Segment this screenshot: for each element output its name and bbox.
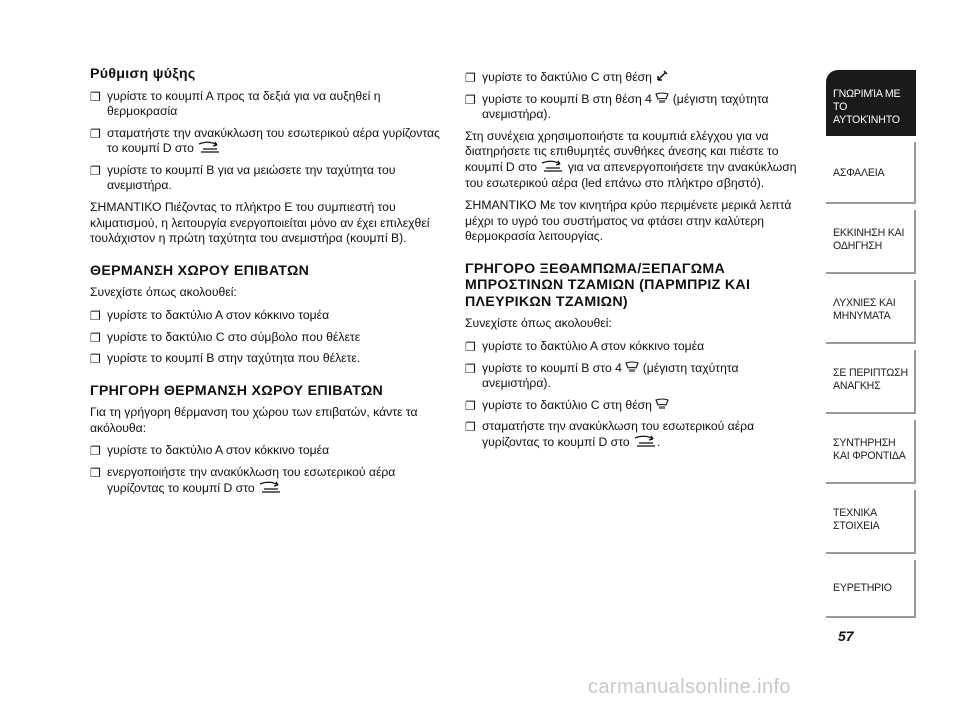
section-title-quick-heating: ΓΡΗΓΟΡΗ ΘΕΡΜΑΝΣΗ ΧΩΡΟΥ ΕΠΙΒΑΤΩΝ (90, 382, 384, 399)
important-note: ΣΗΜΑΝΤΙΚΟ Με τον κινητήρα κρύο περιμένετε μερικά λεπτά μέχρι το υγρό του συστήματος να φτάσει στην καλύτερη θερμοκρασία λειτουργίας. (465, 198, 792, 244)
recirculation-icon (258, 481, 282, 493)
page-number: 57 (838, 628, 854, 644)
list-item: ❐ γυρίστε το δακτύλιο C στο σύμβολο που θέλετε (90, 329, 361, 345)
tab-safety[interactable]: ΑΣΦΑΛΕΙΑ (826, 142, 916, 204)
paragraph-text: για να απενεργοποιήσετε την ανακύκλωση του εσωτερικού αέρα (led επάνω στο πλήκτρο σβηστό). (465, 159, 797, 190)
tab-emergency[interactable]: ΣΕ ΠΕΡΙΠΤΩΣΗ ΑΝΑΓΚΗΣ (826, 350, 916, 414)
recirculation-icon (540, 160, 564, 172)
checkbox-bullet-icon: ❐ (465, 398, 476, 413)
checkbox-bullet-icon: ❐ (90, 352, 101, 367)
tab-lights-messages[interactable]: ΛΥΧΝΙΕΣ ΚΑΙ ΜΗΝΥΜΑΤΑ (826, 280, 916, 344)
list-item: ❐ ενεργοποιήστε την ανακύκλωση του εσωτερικού αέρα γυρίζοντας το κουμπί D στο (90, 465, 396, 495)
list-item: ❐ γυρίστε το κουμπί Α προς τα δεξιά για να αυξηθεί η θερμοκρασία (90, 88, 381, 119)
watermark: carmanualsonline.info (588, 676, 791, 698)
tab-index[interactable]: ΕΥΡΕΤΗΡΙΟ (826, 560, 916, 618)
tab-getting-to-know[interactable]: ΓΝΩΡΙΜΊΑ ΜΕ ΤΟ ΑΥΤΟΚΊΝΗΤΟ (826, 70, 916, 136)
list-item: ❐ γυρίστε το κουμπί Β για να μειώσετε την ταχύτητα του ανεμιστήρα. (90, 162, 396, 193)
right-column (465, 70, 807, 457)
defrost-windscreen-icon (655, 398, 669, 410)
list-item: ❐ γυρίστε το δακτύλιο C στη θέση (465, 70, 807, 86)
left-column (90, 66, 442, 502)
checkbox-bullet-icon: ❐ (90, 126, 101, 141)
section-title-defrost: ΓΡΗΓΟΡΟ ΞΕΘΑΜΠΩΜΑ/ΞΕΠΑΓΩΜΑ ΜΠΡΟΣΤΙΝΩΝ ΤΖΑΜΙΩΝ (ΠΑΡΜΠΡΙΖ ΚΑΙ ΠΛΕΥΡΙΚΩΝ ΤΖΑΜΙΩΝ) (465, 260, 751, 310)
paragraph-text: Στη συνέχεια χρησιμοποιήστε τα κουμπιά ελέγχου για να διατηρήσετε τις επιθυμητές συνθήκες άνεσης και πιέστε το κουμπί D στο (465, 128, 779, 174)
checkbox-bullet-icon: ❐ (465, 361, 476, 376)
defrost-feet-icon (655, 70, 669, 82)
checkbox-bullet-icon: ❐ (90, 466, 101, 480)
tab-starting-driving[interactable]: ΕΚΚΙΝΗΣΗ ΚΑΙ ΟΔΗΓΗΣΗ (826, 210, 916, 274)
list-item: ❐ γυρίστε το δακτύλιο C στη θέση (465, 398, 807, 414)
list-item: ❐ γυρίστε το δακτύλιο Α στον κόκκινο τομέα (90, 443, 330, 459)
section-title-cooling: Ρύθμιση ψύξης (90, 66, 196, 82)
checkbox-bullet-icon: ❐ (90, 163, 101, 178)
list-item: ❐ γυρίστε το κουμπί Β στο 4 (μέγιστη ταχύτητα ανεμιστήρα). (465, 360, 739, 391)
defrost-windscreen-icon (625, 361, 639, 373)
list-item: ❐ γυρίστε το κουμπί Β στην ταχύτητα που θέλετε. (90, 351, 361, 367)
section-title-heating: ΘΕΡΜΑΝΣΗ ΧΩΡΟΥ ΕΠΙΒΑΤΩΝ (90, 262, 310, 279)
list-item: ❐ γυρίστε το δακτύλιο Α στον κόκκινο τομέα (465, 339, 705, 355)
checkbox-bullet-icon: ❐ (90, 308, 101, 323)
checkbox-bullet-icon: ❐ (465, 340, 476, 355)
checkbox-bullet-icon: ❐ (90, 330, 101, 345)
recirculation-icon (197, 141, 221, 153)
list-item: ❐ σταματήστε την ανακύκλωση του εσωτερικού αέρα γυρίζοντας το κουμπί D στο . (465, 419, 755, 449)
checkbox-bullet-icon: ❐ (465, 92, 476, 107)
tab-maintenance[interactable]: ΣΥΝΤΗΡΗΣΗ ΚΑΙ ΦΡΟΝΤΙΔΑ (826, 420, 916, 484)
important-note: ΣΗΜΑΝΤΙΚΟ Πιέζοντας το πλήκτρο Ε του συμπιεστή του κλιματισμού, η λειτουργία ενεργοποιείται μόνο αν έχει επιλεχθεί τουλάχιστον η πρώτη ταχύτητα του ανεμιστήρα (κουμπί Β). (90, 200, 430, 246)
intro-text: Για τη γρήγορη θέρμανση του χώρου των επιβατών, κάντε τα ακόλουθα: (90, 405, 418, 435)
recirculation-icon (633, 435, 657, 447)
checkbox-bullet-icon: ❐ (90, 89, 101, 104)
checkbox-bullet-icon: ❐ (90, 444, 101, 459)
list-item: ❐ σταματήστε την ανακύκλωση του εσωτερικού αέρα γυρίζοντας το κουμπί D στο (90, 125, 440, 156)
checkbox-bullet-icon: ❐ (465, 420, 476, 435)
checkbox-bullet-icon: ❐ (465, 71, 476, 85)
intro-text: Συνεχίστε όπως ακολουθεί: (465, 316, 612, 331)
list-item: ❐ γυρίστε το κουμπί Β στη θέση 4 (μέγιστη ταχύτητα ανεμιστήρα). (465, 91, 769, 122)
tab-technical-data[interactable]: ΤΕΧΝΙΚΑ ΣΤΟΙΧΕΙΑ (826, 490, 916, 554)
defrost-windscreen-icon (655, 92, 669, 104)
list-item: ❐ γυρίστε το δακτύλιο Α στον κόκκινο τομέα (90, 307, 330, 323)
intro-text: Συνεχίστε όπως ακολουθεί: (90, 285, 237, 300)
